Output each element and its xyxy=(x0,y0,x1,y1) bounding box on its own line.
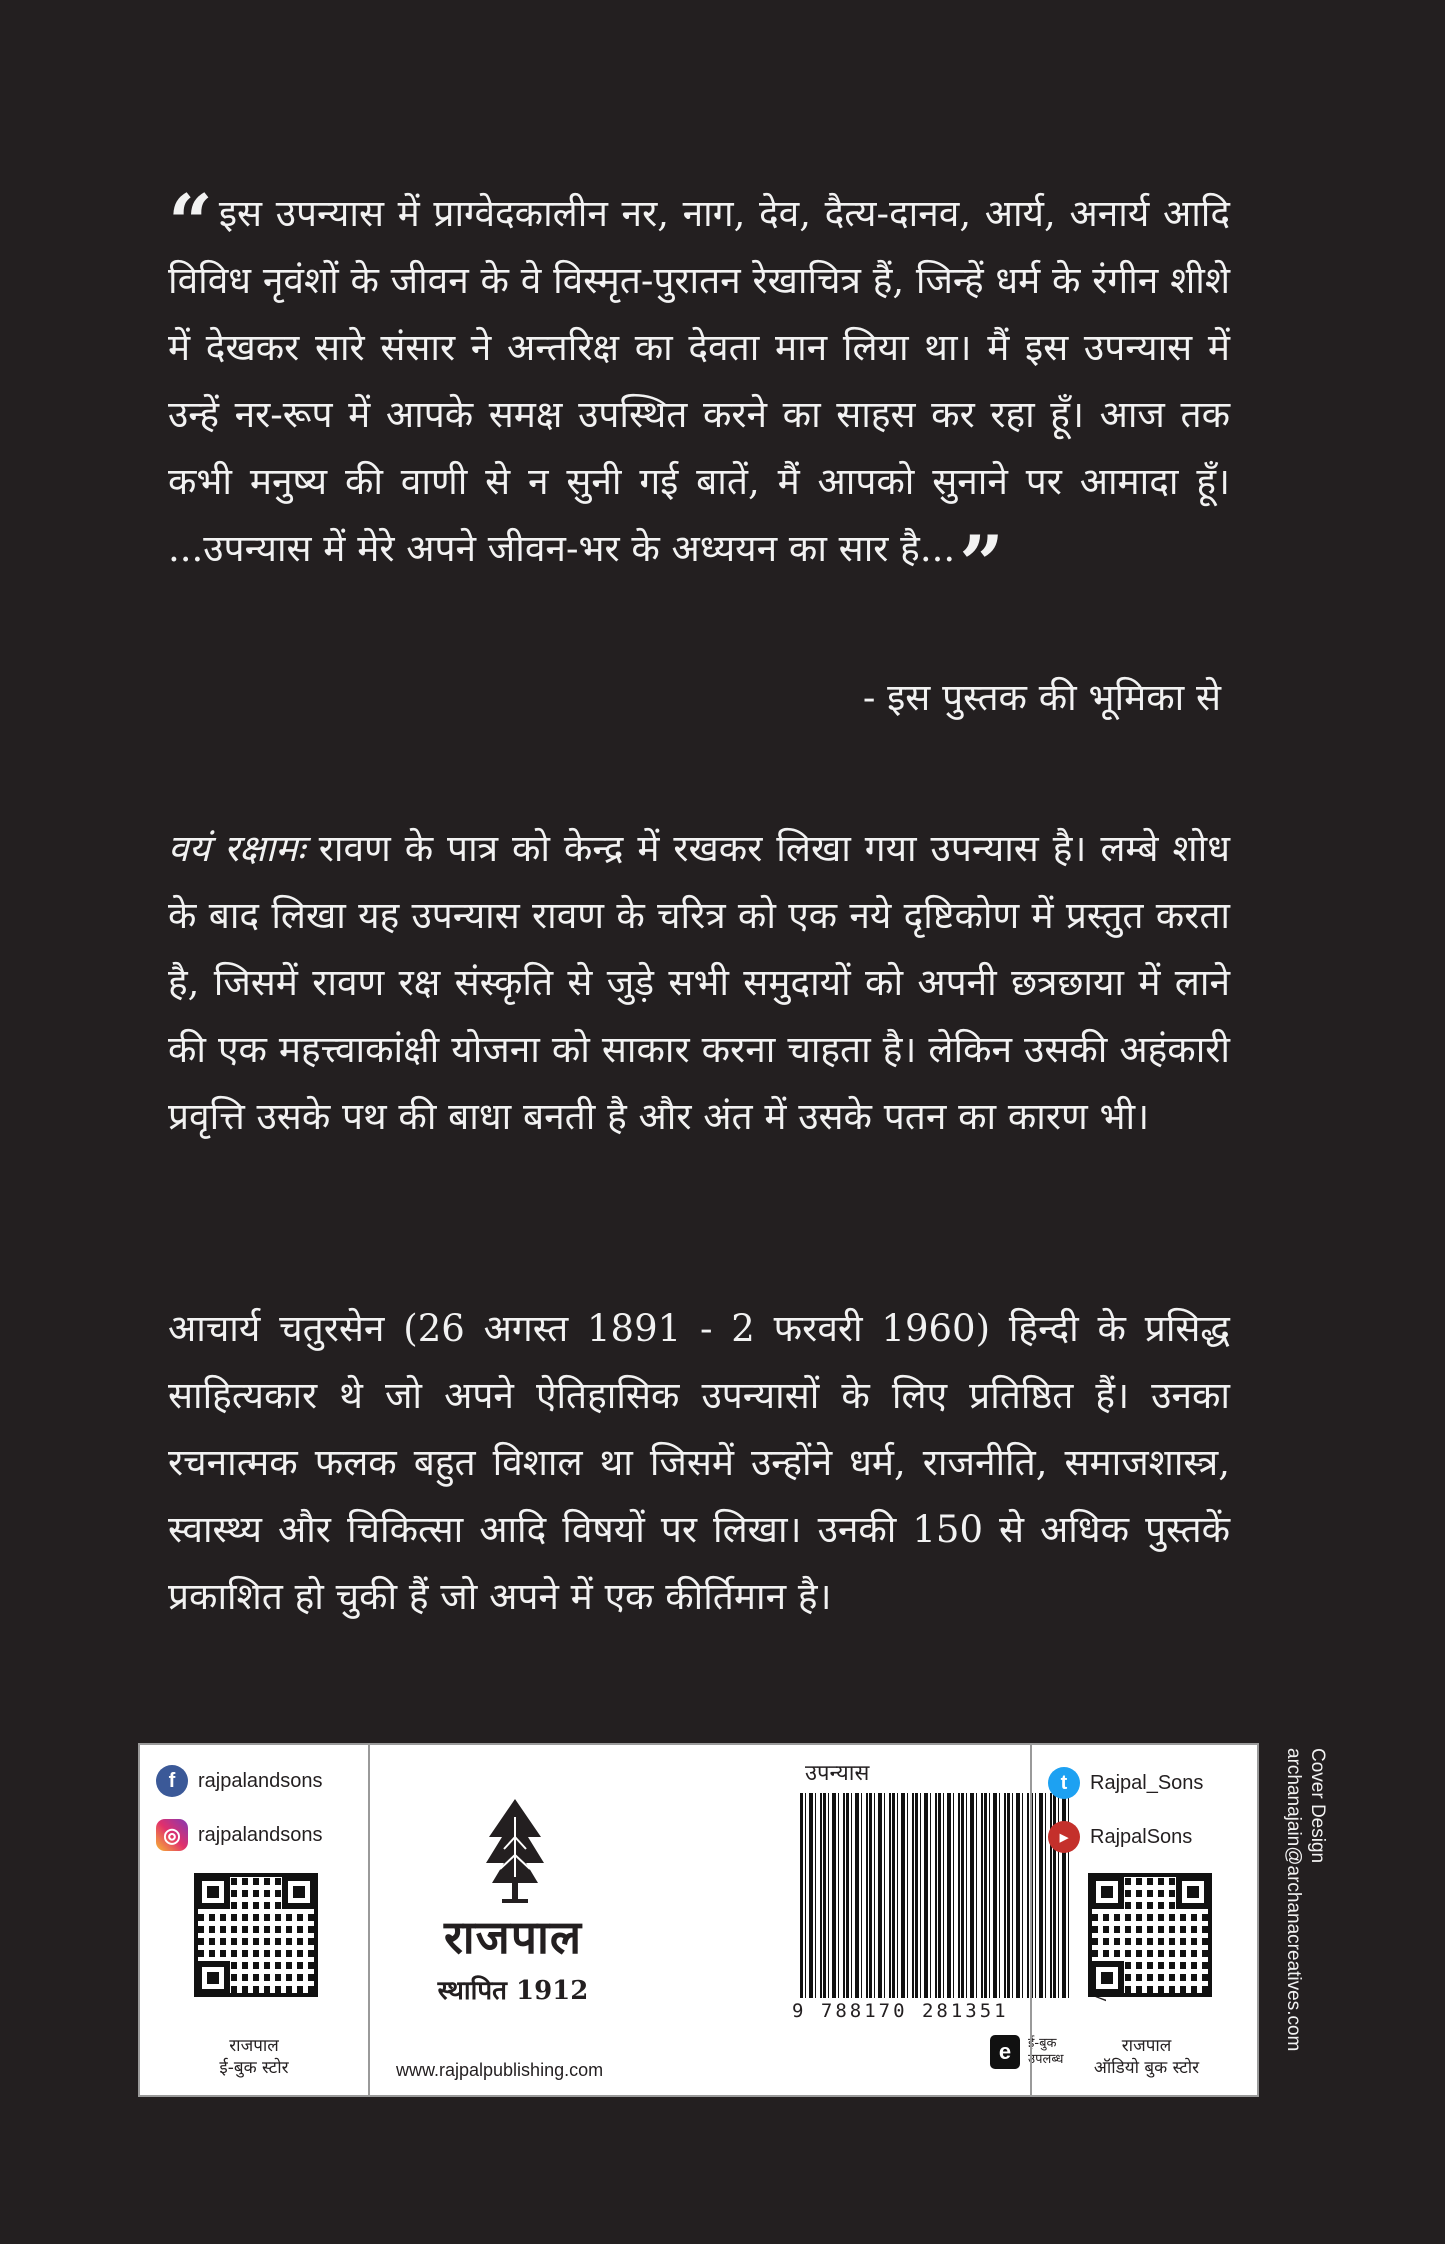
close-quote-mark: ” xyxy=(959,519,1004,610)
ebook-store-qr-code xyxy=(194,1873,318,1997)
publisher-info-box xyxy=(138,1743,1259,2097)
youtube-handle-row xyxy=(1048,1821,1192,1853)
youtube-handle: RajpalSons xyxy=(1090,1825,1193,1848)
instagram-icon: ◎ xyxy=(156,1819,188,1851)
book-description xyxy=(168,815,1230,1150)
instagram-handle-row xyxy=(156,1819,323,1851)
twitter-handle: Rajpal_Sons xyxy=(1090,1771,1204,1794)
tree-logo-icon xyxy=(484,1797,546,1907)
blurb-quote xyxy=(168,178,1230,610)
social-column-left xyxy=(140,1745,370,2095)
publisher-established: स्थापित 1912 xyxy=(437,1976,589,2006)
category-label: उपन्यास xyxy=(805,1761,870,1786)
publisher-logo-name: राजपाल xyxy=(443,1910,583,1964)
youtube-icon: ▶ xyxy=(1048,1821,1080,1853)
book-title-inline: वयं रक्षामः xyxy=(168,827,305,870)
facebook-handle: rajpalandsons xyxy=(198,1769,323,1792)
twitter-icon: t xyxy=(1048,1767,1080,1799)
ebook-store-caption: राजपाल ई-बुक स्टोर xyxy=(219,2036,289,2078)
quote-text: इस उपन्यास में प्राग्वेदकालीन नर, नाग, देव, दैत्य-दानव, आर्य, अनार्य आदि विविध नृवंशों के जीवन के वे विस्मृत-पुरातन रेखाचित्र हैं, जिन्हें धर्म के रंगीन शीशे में देखकर सारे संसार ने अन्तरिक्ष का देवता मान लिया था। मैं इस उपन्यास में उन्हें नर-रूप में आपके समक्ष उपस्थित करने का साहस कर रहा हूँ। आज तक कभी मनुष्य की वाणी से न सुनी गई बातें, मैं आपको सुनाने पर आमादा हूँ। ...उपन्यास में मेरे अपने जीवन-भर के अध्ययन का सार है... xyxy=(168,192,1230,570)
description-text: रावण के पात्र को केन्द्र में रखकर लिखा गया उपन्यास है। लम्बे शोध के बाद लिखा यह उपन्यास रावण के चरित्र को एक नये दृष्टिकोण में प्रस्तुत करता है, जिसमें रावण रक्ष संस्कृति से जुड़े सभी समुदायों को अपनी छत्रछाया में लाने की एक महत्त्वाकांक्षी योजना को साकार करना चाहता है। लेकिन उसकी अहंकारी प्रवृत्ति उसके पथ की बाधा बनती है और अंत में उसके पतन का कारण भी। xyxy=(168,827,1230,1138)
publisher-website[interactable]: www.rajpalpublishing.com xyxy=(396,2060,604,2080)
open-quote-mark: “ xyxy=(168,178,213,269)
cover-design-label: Cover Design xyxy=(1307,1748,1328,1864)
twitter-handle-row xyxy=(1048,1767,1203,1799)
quote-attribution: - इस पुस्तक की भूमिका से xyxy=(862,676,1221,719)
isbn-number: 9 788170 281351 xyxy=(792,2000,1009,2022)
cover-design-credit xyxy=(1281,1748,1329,2051)
audio-store-caption: राजपाल ऑडियो बुक स्टोर xyxy=(1093,2036,1200,2078)
ebook-available-badge: e ई-बुक उपलब्ध xyxy=(990,2035,1063,2069)
author-bio: आचार्य चतुरसेन (26 अगस्त 1891 - 2 फरवरी 1960) हिन्दी के प्रसिद्ध साहित्यकार थे जो अपने ऐतिहासिक उपन्यासों के लिए प्रतिष्ठित हैं। उनका रचनात्मक फलक बहुत विशाल था जिसमें उन्होंने धर्म, राजनीति, समाजशास्त्र, स्वास्थ्य और चिकित्सा आदि विषयों पर लिखा। उनकी 150 से अधिक पुस्तकें प्रकाशित हो चुकी हैं जो अपने में एक कीर्तिमान है। xyxy=(168,1307,1230,1618)
cover-design-email: archanajain@archanacreatives.com xyxy=(1283,1748,1304,2052)
facebook-icon: f xyxy=(156,1765,188,1797)
instagram-handle: rajpalandsons xyxy=(198,1823,323,1846)
ebook-icon: e xyxy=(990,2035,1020,2069)
social-column-right xyxy=(1030,1745,1261,2095)
audio-store-qr-code xyxy=(1088,1873,1212,1997)
facebook-handle-row xyxy=(156,1765,323,1797)
